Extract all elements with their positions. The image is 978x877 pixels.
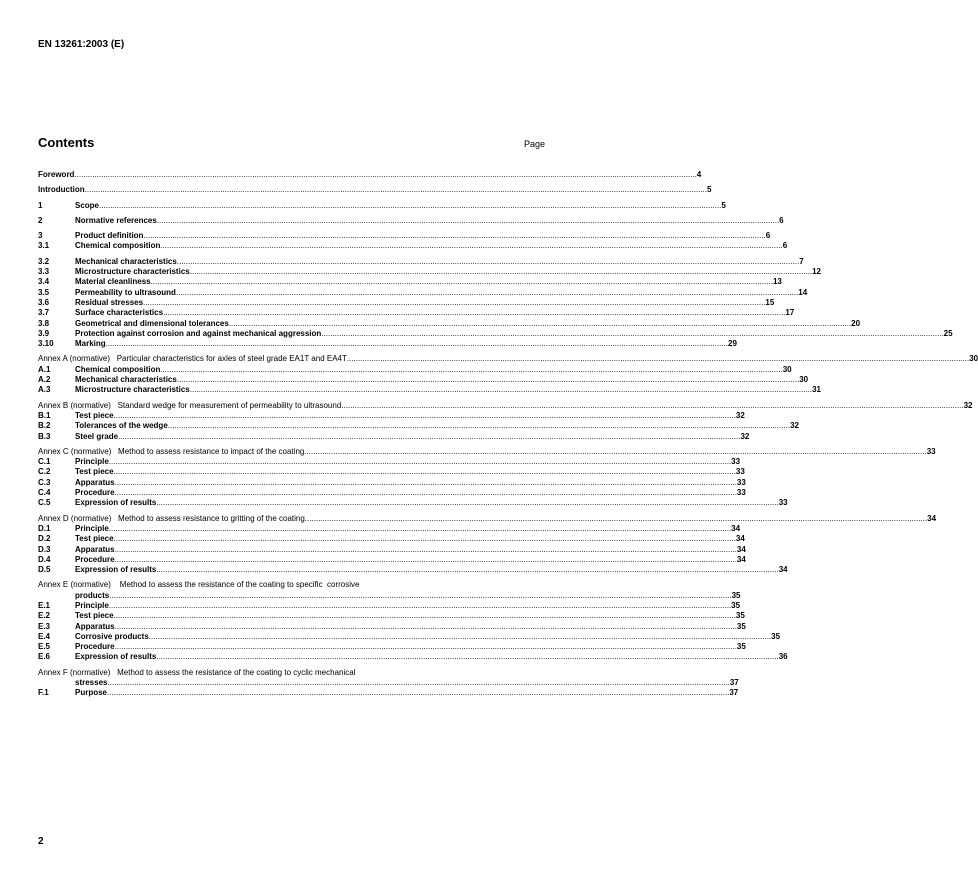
contents-title: Contents: [38, 135, 95, 150]
toc-leader-dots: [156, 498, 778, 508]
toc-group: [38, 185, 712, 195]
toc-entry-title: Steel grade: [75, 431, 119, 441]
toc-leader-dots: [74, 170, 696, 180]
toc-entry-page: 12: [812, 267, 821, 277]
toc-leader-dots: [115, 642, 737, 652]
toc-entry-number: B.2: [38, 421, 51, 431]
toc-entry-continuation[interactable]: [38, 678, 739, 688]
toc-leader-dots: [107, 688, 729, 698]
toc-entry-page: 34: [927, 513, 937, 523]
toc-entry-title: Residual stresses: [75, 297, 144, 307]
toc-leader-dots: [160, 241, 782, 251]
toc-entry-title: Expression of results: [75, 498, 157, 508]
toc-entry-page: 33: [735, 467, 745, 477]
toc-entry-page: 6: [782, 241, 788, 251]
toc-entry[interactable]: [38, 544, 746, 555]
toc-entry-page: 37: [729, 678, 739, 688]
toc-leader-dots: [115, 478, 737, 488]
toc-entry[interactable]: [38, 513, 937, 524]
toc-entry-title: Tolerances of the wedge: [75, 421, 168, 431]
toc-entry-number: E.3: [38, 621, 51, 631]
page-number: 2: [38, 836, 44, 847]
toc-entry-page: 32: [963, 400, 973, 410]
toc-leader-dots: [109, 601, 731, 611]
toc-group: [38, 170, 702, 180]
toc-entry-page: 35: [736, 621, 746, 631]
toc-entry[interactable]: [38, 241, 788, 251]
toc-entry[interactable]: [38, 339, 737, 349]
toc-leader-dots: [156, 652, 778, 662]
toc-entry[interactable]: [38, 318, 861, 329]
toc-entry-number: 3.4: [38, 277, 50, 287]
toc-entry-title: Permeability to ultrasound: [75, 287, 176, 297]
toc-entry[interactable]: [38, 498, 788, 508]
toc-entry[interactable]: [38, 215, 784, 226]
toc-entry[interactable]: [38, 375, 809, 385]
toc-leader-dots: [157, 216, 779, 226]
toc-entry-page: 32: [735, 410, 745, 420]
toc-group: [38, 215, 784, 226]
toc-entry-title: Apparatus: [75, 544, 115, 554]
toc-entry[interactable]: [38, 431, 750, 442]
toc-group: [38, 256, 953, 350]
toc-entry-title: Surface characteristics: [75, 308, 164, 318]
toc-leader-dots: [114, 467, 736, 477]
toc-leader-dots: [143, 298, 765, 308]
toc-entry-number: E.1: [38, 600, 51, 610]
toc-entry-title: Expression of results: [75, 652, 157, 662]
toc-entry-page: 30: [782, 364, 792, 374]
toc-entry-page: 29: [728, 339, 737, 349]
toc-entry[interactable]: [38, 642, 746, 652]
toc-entry[interactable]: [38, 287, 808, 298]
toc-leader-dots: [321, 329, 943, 339]
toc-leader-dots: [156, 565, 778, 575]
toc-entry-page: 17: [785, 308, 795, 318]
toc-leader-dots: [229, 319, 851, 329]
toc-entry[interactable]: [38, 611, 745, 621]
toc-entry-page: 33: [736, 477, 746, 487]
toc-entry-number: D.4: [38, 554, 51, 564]
toc-entry-page: 33: [736, 488, 746, 498]
toc-entry-title: Chemical composition: [75, 364, 161, 374]
toc-entry[interactable]: [38, 554, 746, 565]
toc-entry[interactable]: [38, 523, 741, 534]
toc-entry-page: 34: [735, 534, 745, 544]
toc-entry[interactable]: [38, 328, 953, 339]
toc-entry-title: Annex D (normative) Method to assess resistance to gritting of the coating: [38, 513, 305, 523]
toc-leader-dots: [163, 308, 785, 318]
toc-entry-page: 35: [731, 600, 741, 610]
toc-entry-title: Microstructure characteristics: [75, 385, 190, 395]
toc-entry[interactable]: [38, 446, 936, 457]
toc-entry-number: B.3: [38, 431, 51, 441]
toc-group: [38, 400, 973, 442]
toc-entry[interactable]: [38, 354, 978, 364]
toc-entry-number: A.1: [38, 364, 51, 374]
page-column-label: Page: [523, 139, 545, 149]
toc-entry[interactable]: [38, 668, 545, 678]
toc-entry-number: A.3: [38, 385, 51, 395]
toc-entry-number: C.1: [38, 457, 51, 467]
toc-entry-title: Principle: [75, 600, 109, 610]
toc-entry-page: 13: [772, 277, 782, 287]
toc-group: [38, 231, 788, 252]
toc-entry-title: Corrosive products: [75, 631, 149, 641]
toc-leader-dots: [143, 231, 765, 241]
document-header: EN 13261:2003 (E): [38, 39, 125, 50]
toc-entry-page: 5: [721, 200, 726, 210]
toc-entry-number: 3.5: [38, 287, 50, 297]
toc-leader-dots: [177, 257, 799, 267]
toc-entry[interactable]: [38, 565, 788, 575]
toc-leader-dots: [109, 591, 731, 601]
toc-entry-title: Normative references: [75, 215, 157, 225]
toc-leader-dots: [109, 524, 731, 534]
toc-entry-number: 3.10: [38, 339, 54, 349]
toc-entry[interactable]: [38, 267, 821, 277]
toc-entry-number: E.4: [38, 631, 51, 641]
toc-entry-title: Procedure: [75, 642, 115, 652]
toc-leader-dots: [115, 622, 737, 632]
toc-entry-number: E.6: [38, 652, 51, 662]
toc-entry-number: 3.3: [38, 267, 50, 277]
toc-leader-dots: [305, 514, 927, 524]
toc-entry-title: Test piece: [75, 410, 114, 420]
toc-entry-title: Annex E (normative) Method to assess the resistance of the coating to specific corrosive: [38, 580, 360, 590]
toc-entry-number: 1: [38, 200, 43, 210]
toc-entry[interactable]: [38, 308, 795, 318]
toc-entry[interactable]: [38, 400, 973, 411]
toc-entry[interactable]: [38, 231, 771, 241]
toc-entry-number: C.5: [38, 498, 51, 508]
toc-entry-title: Annex B (normative) Standard wedge for measurement of permeability to ultrasound: [38, 400, 342, 410]
toc-entry-page: 34: [736, 544, 746, 554]
toc-entry-page: 30: [799, 375, 809, 385]
toc-entry[interactable]: [38, 277, 782, 287]
toc-entry-number: B.1: [38, 410, 51, 420]
toc-entry-title: Protection against corrosion and against mechanical aggression: [75, 328, 322, 338]
toc-entry[interactable]: [38, 467, 745, 477]
toc-entry-title: Geometrical and dimensional tolerances: [75, 318, 229, 328]
table-of-contents: [38, 170, 978, 704]
toc-entry-continuation[interactable]: [38, 590, 741, 601]
toc-leader-dots: [85, 185, 707, 195]
toc-group: [38, 667, 739, 699]
toc-entry-number: 3.7: [38, 308, 50, 318]
toc-entry-page: 32: [790, 421, 800, 431]
toc-entry[interactable]: [38, 621, 746, 632]
toc-leader-dots: [115, 555, 737, 565]
toc-leader-dots: [168, 421, 790, 431]
toc-leader-dots: [347, 354, 969, 364]
toc-entry-title: Expression of results: [75, 565, 157, 575]
toc-entry-page: 37: [729, 688, 739, 698]
toc-entry[interactable]: [38, 631, 781, 642]
toc-entry-page: 15: [765, 297, 775, 307]
toc-leader-dots: [115, 488, 737, 498]
toc-entry-page: 35: [735, 611, 745, 621]
toc-leader-dots: [114, 534, 736, 544]
toc-entry-number: 3.9: [38, 328, 50, 338]
toc-entry-title: Foreword: [38, 170, 75, 179]
toc-entry-page: 14: [798, 287, 808, 297]
toc-entry-number: C.2: [38, 467, 51, 477]
toc-leader-dots: [114, 611, 736, 621]
toc-entry-title: Mechanical characteristics: [75, 256, 177, 266]
toc-entry-page: 35: [731, 590, 741, 600]
toc-entry-page: 30: [969, 354, 978, 364]
toc-group: [38, 580, 788, 662]
toc-entry-page: 36: [778, 652, 788, 662]
toc-group: [38, 513, 937, 576]
toc-leader-dots: [176, 288, 798, 298]
toc-entry-page: 33: [731, 457, 741, 467]
toc-leader-dots: [114, 411, 736, 421]
toc-entry[interactable]: [38, 410, 745, 421]
toc-leader-dots: [118, 432, 740, 442]
toc-entry-title: Introduction: [38, 185, 85, 195]
toc-group: [38, 200, 726, 211]
toc-entry-page: 34: [736, 554, 746, 564]
toc-entry[interactable]: [38, 600, 741, 611]
toc-entry-page: 33: [926, 446, 936, 456]
toc-entry-title: Chemical composition: [75, 241, 161, 251]
toc-entry[interactable]: [38, 170, 702, 180]
toc-entry-title: Mechanical characteristics: [75, 375, 177, 385]
toc-entry-page: 34: [778, 565, 788, 575]
toc-entry-title: Procedure: [75, 554, 115, 564]
toc-entry[interactable]: [38, 488, 746, 498]
toc-entry-title: Annex F (normative) Method to assess the resistance of the coating to cyclic mechanical: [38, 667, 356, 677]
toc-leader-dots: [106, 339, 728, 349]
toc-entry-title-continued: products: [75, 590, 110, 600]
toc-entry-title: Annex C (normative) Method to assess resistance to impact of the coating: [38, 446, 305, 456]
toc-entry[interactable]: [38, 580, 545, 590]
toc-entry[interactable]: [38, 534, 745, 544]
toc-entry-page: 32: [740, 431, 750, 441]
toc-entry-page: 35: [771, 631, 781, 641]
toc-entry-page: 25: [943, 328, 953, 338]
toc-leader-dots: [190, 385, 812, 395]
toc-entry-title: Test piece: [75, 467, 114, 477]
toc-entry-number: 2: [38, 215, 43, 225]
toc-group: [38, 354, 978, 395]
toc-entry[interactable]: [38, 421, 800, 431]
toc-entry-page: 35: [736, 642, 746, 652]
toc-entry-page: 33: [778, 498, 788, 508]
toc-entry-title: Principle: [75, 457, 109, 467]
toc-entry-page: 4: [696, 170, 702, 179]
toc-entry-title: Material cleanliness: [75, 277, 151, 287]
toc-leader-dots: [151, 277, 773, 287]
toc-entry-number: D.1: [38, 523, 51, 533]
toc-entry-page: 31: [812, 385, 821, 395]
toc-entry-title: Annex A (normative) Particular characteristics for axles of steel grade EA1T and EA4T: [38, 354, 347, 364]
toc-entry[interactable]: [38, 385, 821, 395]
toc-leader-dots: [107, 678, 729, 688]
toc-leader-dots: [99, 201, 721, 211]
toc-entry[interactable]: [38, 457, 741, 467]
toc-entry-number: C.3: [38, 477, 51, 487]
toc-entry-page: 5: [707, 185, 712, 195]
toc-entry-title: Test piece: [75, 534, 114, 544]
toc-entry[interactable]: [38, 297, 775, 308]
toc-entry-number: D.3: [38, 544, 51, 554]
toc-entry-title: Microstructure characteristics: [75, 267, 190, 277]
toc-entry-number: 3.2: [38, 256, 50, 266]
toc-entry-number: D.5: [38, 565, 51, 575]
toc-entry-page: 6: [779, 215, 784, 225]
toc-entry-number: 3.6: [38, 297, 50, 307]
toc-entry[interactable]: [38, 652, 788, 662]
toc-entry-number: A.2: [38, 375, 51, 385]
toc-entry-number: 3: [38, 231, 43, 241]
toc-leader-dots: [304, 447, 926, 457]
toc-leader-dots: [109, 457, 731, 467]
toc-entry-number: F.1: [38, 688, 49, 698]
toc-leader-dots: [115, 545, 737, 555]
toc-entry[interactable]: [38, 256, 804, 267]
toc-entry-number: D.2: [38, 534, 51, 544]
toc-entry-page: 20: [851, 318, 861, 328]
toc-entry-title: Procedure: [75, 488, 115, 498]
toc-entry-page: 7: [799, 256, 804, 266]
toc-entry-number: 3.1: [38, 241, 50, 251]
toc-leader-dots: [341, 401, 963, 411]
toc-leader-dots: [190, 267, 812, 277]
toc-entry-title: Marking: [75, 339, 106, 349]
toc-entry-page: 6: [765, 231, 771, 241]
toc-leader-dots: [149, 632, 771, 642]
toc-entry-title: Scope: [75, 200, 100, 210]
toc-entry[interactable]: [38, 200, 726, 211]
toc-leader-dots: [160, 365, 782, 375]
toc-entry-title: Purpose: [75, 688, 108, 698]
toc-entry-title: Apparatus: [75, 621, 115, 631]
toc-entry-number: C.4: [38, 488, 51, 498]
toc-entry-number: E.2: [38, 611, 51, 621]
toc-group: [38, 446, 936, 509]
toc-entry-title-continued: stresses: [75, 678, 108, 688]
toc-entry-number: E.5: [38, 642, 51, 652]
toc-entry[interactable]: [38, 477, 746, 488]
toc-entry-title: Principle: [75, 523, 109, 533]
toc-entry-title: Product definition: [75, 231, 144, 241]
toc-entry-page: 34: [731, 523, 741, 533]
toc-entry[interactable]: [38, 688, 739, 698]
toc-leader-dots: [177, 375, 799, 385]
toc-entry-title: Apparatus: [75, 477, 115, 487]
toc-entry[interactable]: [38, 185, 712, 195]
toc-entry[interactable]: [38, 364, 792, 375]
toc-entry-title: Test piece: [75, 611, 114, 621]
toc-entry-number: 3.8: [38, 318, 50, 328]
